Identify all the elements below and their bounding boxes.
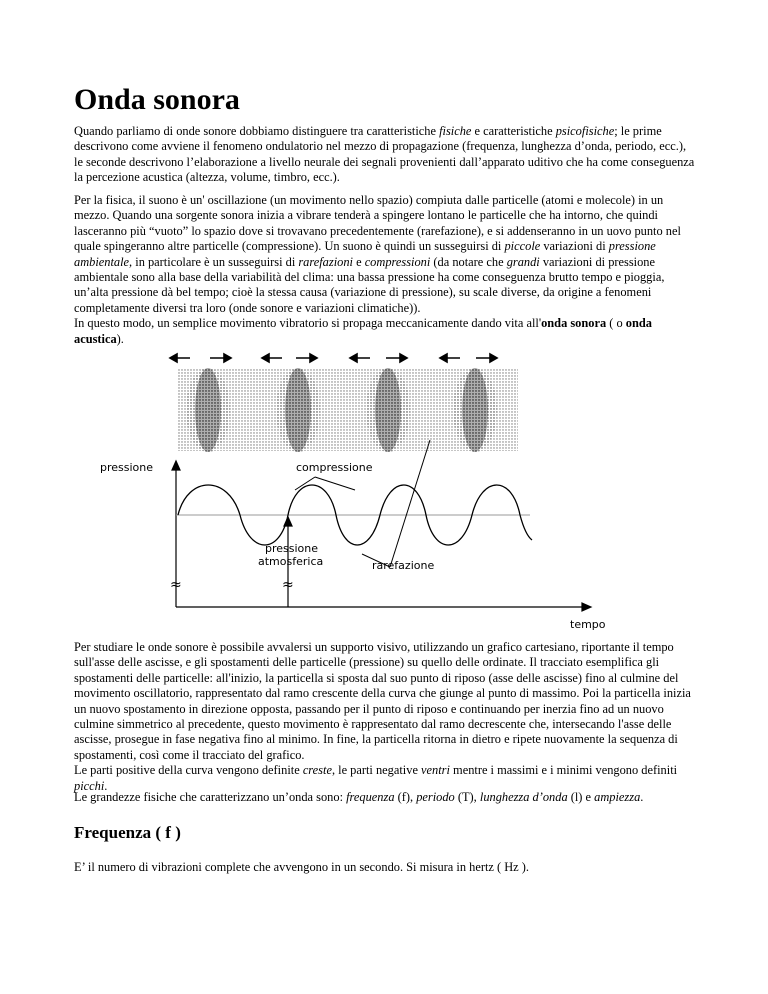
left-arrow-icon [440, 354, 460, 362]
right-arrow-icon [210, 354, 231, 362]
emphasis-lunghezza: lunghezza d’onda [479, 790, 568, 804]
right-arrow-icon [296, 354, 317, 362]
text-run: , le parti negative [331, 763, 422, 778]
text-run: e [352, 254, 365, 269]
emphasis-piccole: piccole [504, 239, 541, 254]
emphasis-creste: creste [302, 763, 332, 778]
emphasis-ventri: ventri [421, 763, 450, 778]
text-run: ; le prime descrivono come avviene il fenomeno ondulatorio nel mezzo di propagazione (frequenza, lunghezza d’onda, periodo, ecc.), le seconde descrivono l’elaborazione a livello neurale dei segnali provenienti dall’apparato uditivo che ha come conseguenza la percezione acustica (altezza, volume, timbro, ecc.). [74, 124, 695, 185]
emphasis-pressione-ambientale: pressione ambientale, [74, 239, 656, 269]
bold-onda-acustica: onda acustica [74, 316, 652, 346]
emphasis-periodo: periodo [416, 790, 455, 804]
emphasis-fisiche: fisiche [439, 124, 472, 138]
emphasis-rarefazioni: rarefazioni [298, 254, 353, 269]
text-run: ). [116, 331, 124, 346]
intro-paragraph [74, 124, 696, 186]
quantities-paragraph [74, 790, 696, 805]
emphasis-frequenza: frequenza [346, 790, 395, 804]
text-run: Le grandezze fisiche che caratterizzano un’onda sono: [74, 790, 347, 804]
text-run: . [104, 778, 108, 793]
text-run: Per la fisica, il suono è un' oscillazione (un movimento nello spazio) compiuta dalle particelle (atomi e molecole) in un mezzo. Quando una sorgente sonora inizia a vibrare tenderà a spingere lontano le particelle che ha intorno, che quindi lasceranno più “vuoto” lo spazio dove si trovavano precedentemente (rarefazione), e si addenseranno in un uovo punto nel quale spingeranno altre particelle (compressione). Un suono è quindi un susseguirsi di [74, 193, 681, 254]
emphasis-grandi: grandi [506, 254, 540, 269]
text-run: Le parti positive della curva vengono definite [74, 763, 303, 778]
label-tempo: tempo [570, 618, 606, 630]
left-arrow-icon [350, 354, 370, 362]
bold-onda-sonora: onda sonora [541, 316, 607, 331]
section-paragraph: E’ il numero di vibrazioni complete che avvengono in un secondo. Si misura in hertz ( Hz ). [74, 860, 529, 874]
text-run: variazioni di [540, 239, 609, 254]
text-run: in particolare è un susseguirsi di [132, 254, 299, 269]
text-run: e caratteristiche [471, 124, 556, 138]
left-arrow-icon [262, 354, 282, 362]
label-pressione: pressione [100, 461, 154, 474]
label-rarefazione: rarefazione [372, 559, 435, 572]
sound-wave-figure [100, 345, 660, 630]
axis-break-symbol: ≈ [282, 577, 294, 593]
physics-paragraph [74, 193, 696, 347]
emphasis-ampiezza: ampiezza [594, 790, 641, 804]
label-pressione-atmosferica-2: atmosferica [258, 555, 324, 568]
text-run: (T), [454, 790, 480, 804]
graph-explanation-paragraph [74, 640, 696, 794]
label-pressione-atmosferica-1: pressione [265, 542, 319, 555]
text-run: mentre i massimi e i minimi vengono definiti [449, 763, 678, 778]
text-run: Per studiare le onde sonore è possibile avvalersi un supporto visivo, utilizzando un grafico cartesiano, riportante il tempo sull'asse delle ascisse, e gli spostamenti delle particelle (pressione) su quello delle ordinate. Il tracciato esemplifica gli spostamenti delle particelle: all'inizio, la particella si sposta dal suo punto di riposo (asse delle ascisse) fino al culmine del movimento oscillatorio, rappresentato dal ramo crescente della curva che giunge al punto di massimo. Poi la particella inizia un nuovo spostamento in direzione opposta, passando per il punto di riposo e continuando per inerzia fino ad un nuovo culmine simmetrico al precedente, questo movimento è rappresentato dal ramo decrescente che, intersecando l'asse delle ascisse, prosegue in fase negativa fino al minimo. In fine, la particella ritorna in dietro e ripete nuovamente la sequenza di spostamenti, così come il tracciato del grafico. [74, 640, 691, 762]
particle-density-band [178, 368, 518, 452]
text-run: variazioni di pressione ambientale sono alla base della variabilità del clima: una bassa pressione ha come conseguenza brutto tempo e pioggia, un’alta pressione dà bel tempo; cioè la stessa causa (variazione di pressione), su scale diverse, da origine a fenomeni completamente diversi tra loro (onde sonore e variazioni climatiche)). [74, 254, 665, 315]
right-arrow-icon [476, 354, 497, 362]
emphasis-picchi: picchi [74, 778, 105, 793]
text-run: In questo modo, un semplice movimento vibratorio si propaga meccanicamente dando vita all' [74, 316, 542, 331]
emphasis-psicofisiche: psicofisiche [555, 124, 615, 138]
motion-arrows [170, 354, 497, 362]
label-compressione: compressione [296, 461, 373, 474]
text-run: . [640, 790, 644, 804]
axis-break-symbol: ≈ [170, 577, 182, 593]
emphasis-compressioni: compressioni [364, 254, 431, 269]
text-run: (f), [394, 790, 417, 804]
text-run: (l) e [567, 790, 595, 804]
section-heading: Frequenza ( f ) [74, 823, 181, 842]
text-run: (da notare che [430, 254, 507, 269]
text-run: ( o [606, 316, 626, 331]
text-run: Quando parliamo di onde sonore dobbiamo distinguere tra caratteristiche [74, 124, 440, 138]
page-title: Onda sonora [74, 83, 240, 116]
left-arrow-icon [170, 354, 190, 362]
right-arrow-icon [386, 354, 407, 362]
